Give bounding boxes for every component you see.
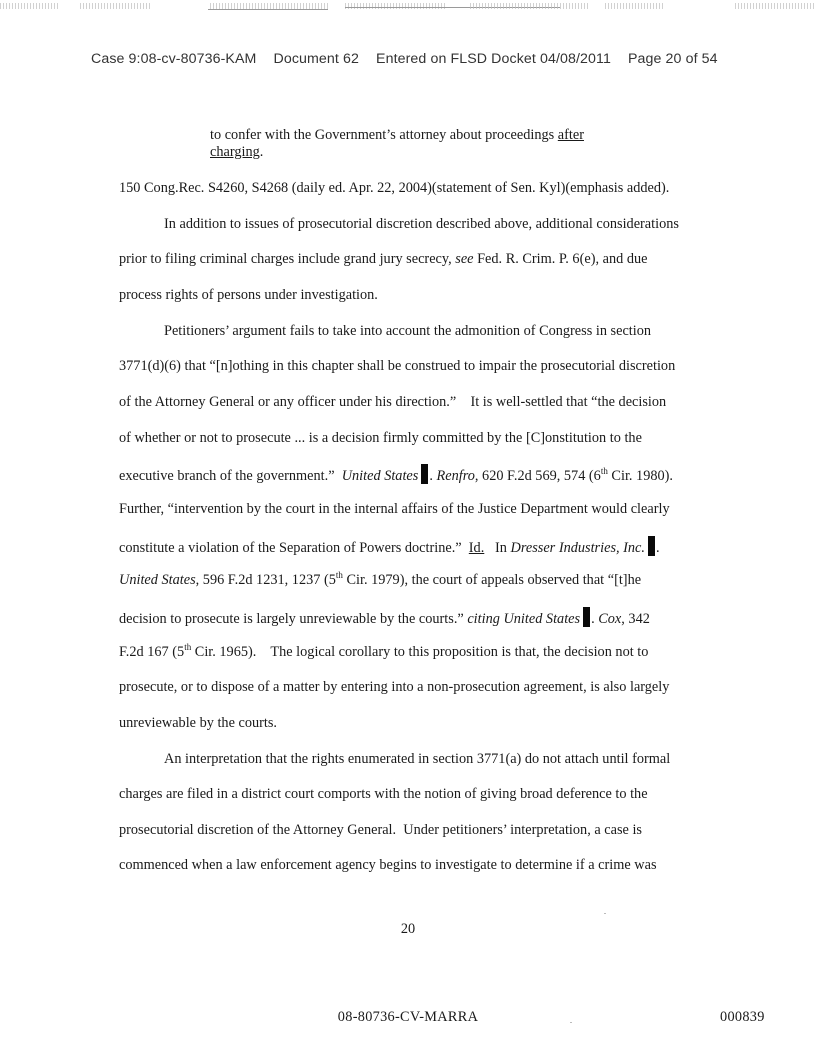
paragraph-line: Further, “intervention by the court in the internal affairs of the Justice Department would clearly	[119, 501, 670, 517]
paragraph-line: decision to prosecute is largely unreviewable by the courts.” citing United States . Cox, 342	[119, 607, 650, 628]
docket-header	[91, 51, 718, 67]
paragraph-line: 3771(d)(6) that “[n]othing in this chapter shall be construed to impair the prosecutorial discretion	[119, 358, 676, 374]
redaction-mark	[583, 607, 590, 627]
paragraph-line: prior to filing criminal charges include grand jury secrecy, see Fed. R. Crim. P. 6(e), and due	[119, 251, 648, 267]
footer-case-id: 08-80736-CV-MARRA	[337, 1009, 479, 1025]
paragraph-line: prosecute, or to dispose of a matter by entering into a non-prosecution agreement, is also largely	[119, 679, 670, 695]
paragraph-line: United States, 596 F.2d 1231, 1237 (5th Cir. 1979), the court of appeals observed that “[t]he	[119, 570, 642, 588]
bates-number: 000839	[720, 1009, 765, 1025]
paragraph-line: process rights of persons under investigation.	[119, 287, 378, 303]
citation-line: 150 Cong.Rec. S4260, S4268 (daily ed. Apr. 22, 2004)(statement of Sen. Kyl)(emphasis added).	[119, 180, 670, 196]
paragraph-line: unreviewable by the courts.	[119, 715, 278, 731]
page-indicator: Page 20 of 54	[627, 51, 718, 67]
paragraph-line: executive branch of the government.” United States . Renfro, 620 F.2d 569, 574 (6th Cir. 1980).	[119, 464, 673, 485]
paragraph-line: prosecutorial discretion of the Attorney General. Under petitioners’ interpretation, a case is	[119, 822, 642, 838]
document-number: Document 62	[273, 51, 359, 67]
block-quote-line: charging.	[210, 144, 264, 160]
page-number: 20	[400, 921, 416, 937]
scan-artifact-strip	[0, 0, 816, 14]
redaction-mark	[648, 536, 655, 556]
paragraph-line: constitute a violation of the Separation of Powers doctrine.” Id. In Dresser Industries, Inc. .	[119, 536, 660, 557]
paragraph-line: charges are filed in a district court comports with the notion of giving broad deference to the	[119, 786, 648, 802]
paragraph-line: An interpretation that the rights enumerated in section 3771(a) do not attach until formal	[164, 751, 671, 767]
case-number: Case 9:08-cv-80736-KAM	[91, 51, 257, 67]
paragraph-line: Petitioners’ argument fails to take into account the admonition of Congress in section	[164, 323, 652, 339]
paragraph-line: In addition to issues of prosecutorial discretion described above, additional considerations	[164, 216, 679, 232]
paragraph-line: commenced when a law enforcement agency begins to investigate to determine if a crime was	[119, 857, 657, 873]
entered-date: Entered on FLSD Docket 04/08/2011	[376, 51, 611, 67]
scan-speck	[604, 913, 606, 914]
paragraph-line: of the Attorney General or any officer under his direction.” It is well-settled that “the decision	[119, 394, 667, 410]
paragraph-line: F.2d 167 (5th Cir. 1965). The logical corollary to this proposition is that, the decision not to	[119, 642, 649, 660]
redaction-mark	[421, 464, 428, 484]
scan-speck	[570, 1022, 572, 1023]
paragraph-line: of whether or not to prosecute ... is a decision firmly committed by the [C]onstitution to the	[119, 430, 642, 446]
block-quote-line: to confer with the Government’s attorney about proceedings after	[210, 127, 584, 143]
